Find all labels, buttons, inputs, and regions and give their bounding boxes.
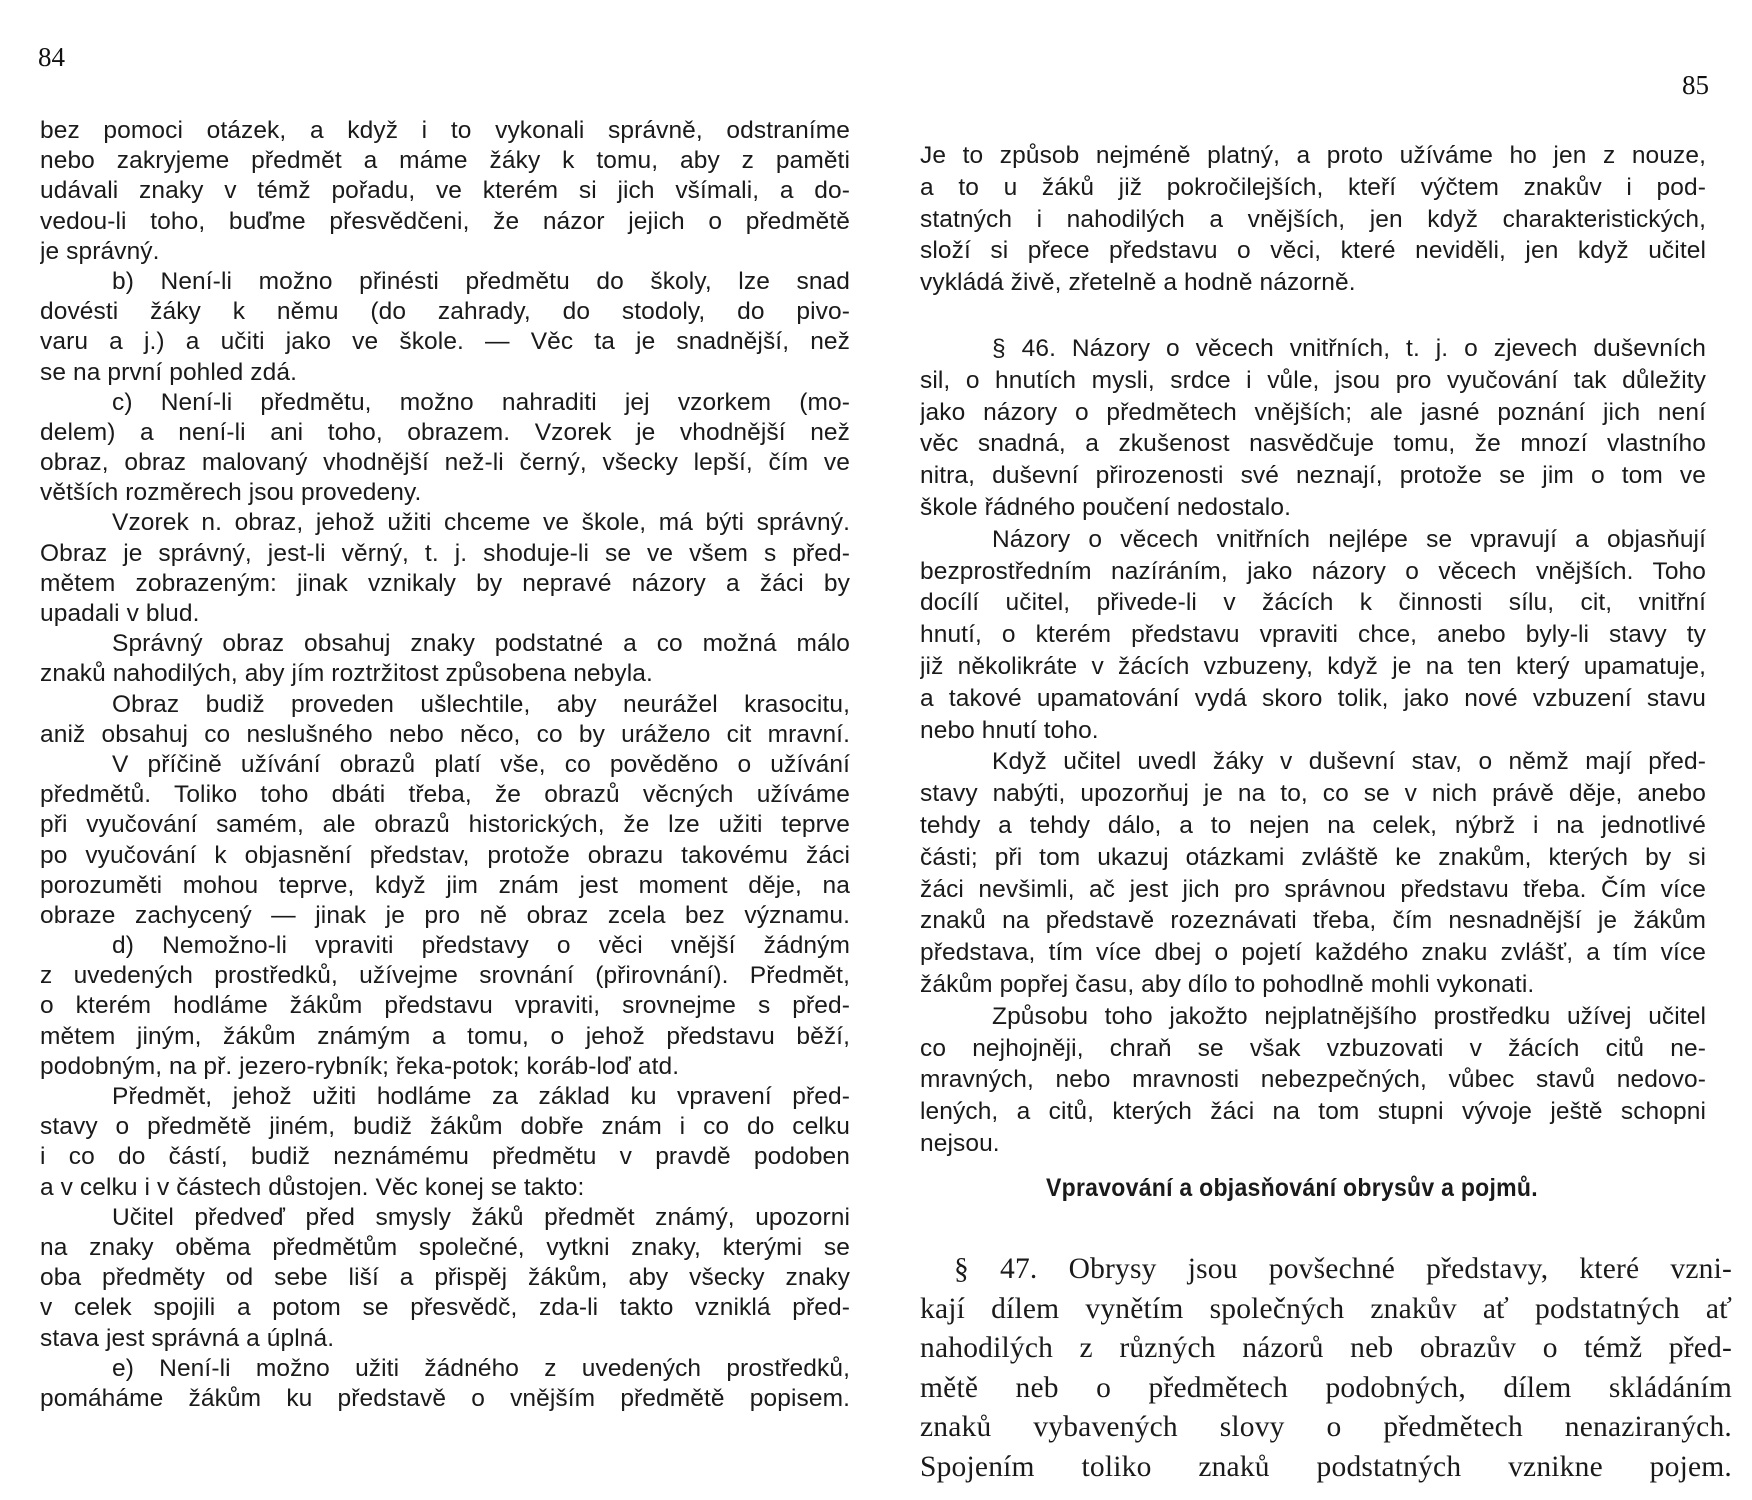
text-line: Předmět, jehož užiti hodláme za základ ku vpravení před- [112,1083,850,1110]
text-line: již několikráte v žácích vzbuzeny, když je na ten který upamatuje, [920,652,1706,680]
text-line: věc snadná, a zkušenost nasvědčuje tomu, že mnozí vlastního [920,430,1706,458]
text-line: Když učitel uvedl žáky v duševní stav, o němž mají před- [992,748,1706,776]
text-line: Učitel předveď před smysly žáků předmět známý, upozorni [112,1203,850,1231]
text-line: stavy o předmětě jiném, budiž žákům dobře znám i co do celku [40,1113,850,1141]
section-46-line: § 46. Názory o věcech vnitřních, t. j. o zjevech duševních [992,334,1706,362]
text-line: varu a j.) a učiti jako ve škole. — Věc ta je snadnější, než [40,328,850,356]
text-line: mětem jiným, žákům známým a tomu, o jehož představu běží, [40,1022,850,1050]
text-line: Spojením toliko znaků podstatných vznikne pojem. [920,1450,1732,1483]
text-line: udávali znaky v témž pořadu, ve kterém si jich všímali, a do- [40,177,850,205]
text-line: obraz, obraz malovaný vhodnější než-li černý, všecky lepší, čím ve [40,449,850,477]
text-line: hnutí, o kterém představu vpraviti chce, anebo byly-li stavy ty [920,621,1706,649]
text-line: mětě neb o předmětech podobných, dílem skládáním [920,1371,1732,1404]
section-47-line: § 47. Obrysy jsou povšechné představy, které vzni- [954,1253,1732,1285]
text-line: obraze zachycený — jinak je pro ně obraz zcela bez významu. [40,901,850,929]
text-line: c) Není-li předmětu, možno nahraditi jej vzorkem (mo- [112,388,850,416]
text-line: Názory o věcech vnitřních nejlépe se vpravují a objasňují [992,525,1706,553]
text-line: delem) a není-li ani toho, obrazem. Vzorek je vhodnější než [40,418,850,446]
text-line: d) Nemožno-li vpraviti představy o věci vnější žádným [112,932,850,960]
text-line: Správný obraz obsahuj znaky podstatné a co možná málo [112,630,850,658]
text-line: Obraz je správný, jest-li věrný, t. j. shoduje-li se ve všem s před- [40,539,850,567]
text-line: se na první pohled zdá. [40,358,298,386]
text-line: i co do částí, budiž neznámému předmětu v pravdě podoben [40,1143,850,1171]
text-line: podobným, na př. jezero-rybník; řeka-potok; koráb-loď atd. [40,1052,680,1080]
text-line: bez pomoci otázek, a když i to vykonali správně, odstraníme [40,117,850,144]
text-line: nahodilých z různých názorů neb obrazův o témž před- [920,1332,1732,1364]
text-line: je správný. [40,237,160,265]
text-line: části; při tom ukazuj otázkami zvláště ke znakům, kterých by si [920,843,1706,871]
text-line: pomáháme žákům ku představě o vnějším předmětě popisem. [40,1384,850,1412]
text-line: Obraz budiž proveden ušlechtile, aby neurážel krasocitu, [112,690,850,718]
text-line: znaků nahodilých, aby jím roztržitost způsobena nebyla. [40,660,653,688]
text-line: znaků vybavených slovy o předmětech nenaziraných. [920,1411,1732,1443]
page-number-right: 85 [1682,70,1709,100]
section-heading: Vpravování a objasňování obrysův a pojmů. [1046,1174,1538,1202]
text-line: po vyučování k objasnění představ, protože obrazu takovému žáci [40,841,850,869]
text-line: Vzorek n. obraz, jehož užiti chceme ve škole, má býti správný. [112,509,850,537]
text-line: docílí učitel, přivede-li v žácích k činnosti sílu, cit, vnitřní [920,589,1706,617]
text-line: a v celku i v částech důstojen. Věc konej se takto: [40,1173,585,1201]
text-line: Je to způsob nejméně platný, a proto užíváme ho jen z nouze, [920,142,1706,169]
text-line: nejsou. [920,1129,1000,1157]
text-line: v celek spojili a potom se přesvědč, zda-li takto vzniklá před- [40,1294,850,1322]
page-number-left: 84 [38,42,65,72]
text-line: lených, a citů, kterých žáci na tom stupni vývoje ještě schopni [920,1098,1706,1126]
text-line: a takové upamatování vydá skoro tolik, jako nové vzbuzení stavu [920,684,1706,712]
text-line: stavy nabýti, upozorňuj je na to, co se v nich právě děje, anebo [920,780,1706,808]
text-line: nebo zakryjeme předmět a máme žáky k tomu, aby z paměti [40,147,850,175]
text-line: z uvedených prostředků, užívejme srovnání (přirovnání). Předmět, [40,962,850,990]
text-line: V příčině užívání obrazů platí vše, co pověděno o užívání [112,750,850,778]
text-line: při vyučování samém, ale obrazů historických, že lze užiti teprve [40,811,850,839]
text-line: jako názory o předmětech vnějších; ale jasné poznání jich není [920,398,1706,426]
text-line: e) Není-li možno užiti žádného z uvedených prostředků, [112,1354,850,1382]
text-line: znaků na představě rozeznávati třeba, čím nesnadnější je žákům [920,907,1706,935]
text-line: porozuměti mohou teprve, když jim znám jest moment děje, na [40,871,850,899]
text-line: o kterém hodláme žákům představu vpraviti, srovnejme s před- [40,992,850,1020]
text-line: oba předměty od sebe liší a přispěj žákům, aby všecky znaky [40,1264,850,1292]
text-line: žákům popřej času, aby dílo to pohodlně mohli vykonati. [920,970,1535,998]
text-line: a to u žáků již pokročilejších, kteří výčtem znakův i pod- [920,173,1706,201]
text-line: mětem zobrazeným: jinak vznikaly by nepravé názory a žáci by [40,569,850,597]
text-line: Způsobu toho jakožto nejplatnějšího prostředku užívej učitel [992,1002,1706,1030]
text-line: stava jest správná a úplná. [40,1324,335,1352]
text-line: tehdy a tehdy dálo, a to nejen na celek, nýbrž i na jednotlivé [920,811,1706,839]
text-line: složí si přece představu o věci, které neviděli, jen když učitel [920,237,1706,265]
paragraph-gap [920,299,1706,333]
section-47-text [920,1250,1732,1487]
text-line: větších rozměrech jsou provedeny. [40,479,422,507]
right-page-text [920,140,1706,1160]
text-line: bezprostředním nazíráním, jako názory o věcech vnějších. Toho [920,557,1706,585]
text-line: dovésti žáky k němu (do zahrady, do stodoly, do pivo- [40,298,850,326]
text-line: předmětů. Toliko toho dbáti třeba, že obrazů věcných užíváme [40,781,850,809]
text-line: představa, tím více dbej o pojetí každého znaku zvlášť, a tím více [920,939,1706,967]
text-line: nebo hnutí toho. [920,716,1099,744]
text-line: žáci nevšimli, ač jest jich pro správnou představu třeba. Čím více [920,875,1706,903]
text-line: nitra, duševní přirozenosti své neznají, protože se jim o tom ve [920,462,1706,490]
text-line: sil, o hnutích mysli, srdce i vůle, jsou pro vyučování tak důležity [920,366,1706,394]
left-page-text [40,116,850,1414]
text-line: b) Není-li možno přinésti předmětu do školy, lze snad [112,267,850,295]
text-line: vykládá živě, zřetelně a hodně názorně. [920,269,1356,297]
text-line: na znaky oběma předmětům společné, vytkni znaky, kterými se [40,1233,850,1261]
text-line: škole řádného poučení nedostalo. [920,493,1291,521]
text-line: upadali v blud. [40,600,200,627]
text-line: statných i nahodilých a vnějších, jen když charakteristických, [920,205,1706,233]
text-line: mravných, nebo mravnosti nebezpečných, vůbec stavů nedovo- [920,1066,1706,1094]
text-line: kají dílem vynětím společných znakův ať podstatných ať [920,1292,1732,1325]
text-line: co nejhojněji, chraň se však vzbuzovati v žácích citů ne- [920,1034,1706,1062]
text-line: vedou-li toho, buďme přesvědčeni, že názor jejich o předmětě [40,207,850,235]
text-line: aniž obsahuj co neslušného nebo něco, co by urážело cit mravní. [40,720,850,748]
